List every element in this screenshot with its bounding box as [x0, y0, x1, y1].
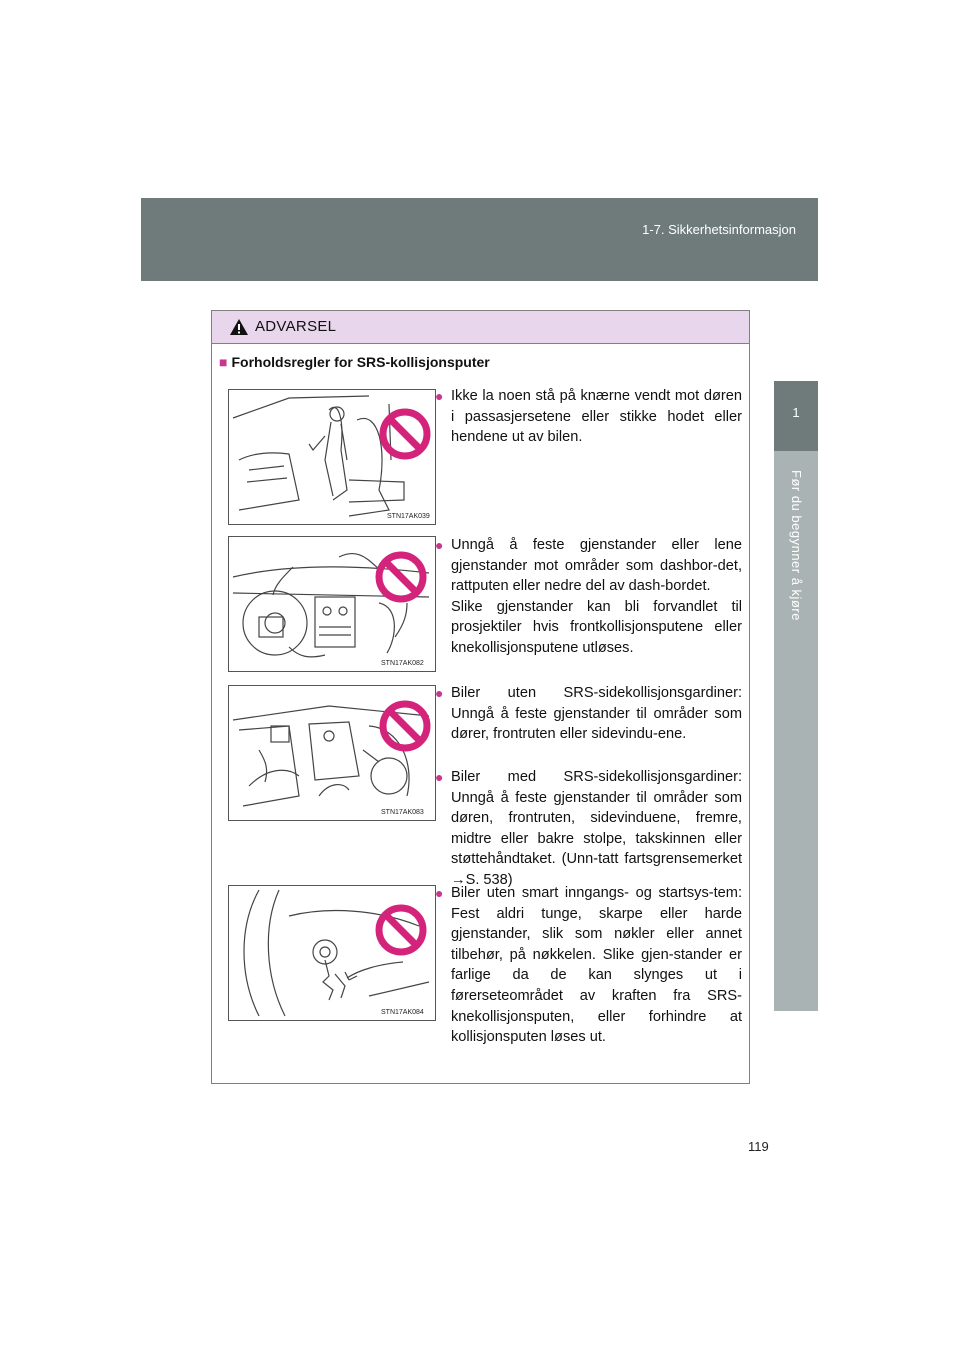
circle-bullet-icon: ●: [435, 685, 444, 701]
prohibit-icon: [379, 908, 423, 952]
ignition-key-drawing: [229, 886, 435, 1020]
illustration-cabin-overview: [228, 685, 436, 821]
warning-item: [435, 767, 742, 891]
warning-item: [435, 883, 742, 1048]
illustration-ignition-key: [228, 885, 436, 1021]
subheading-text: Forholdsregler for SRS-kollisjonsputer: [231, 354, 490, 370]
cabin-overview-drawing: [229, 686, 435, 820]
circle-bullet-icon: ●: [435, 537, 444, 553]
header-band: [141, 198, 818, 281]
warning-header: [212, 311, 749, 344]
warning-item-text-2: Slike gjenstander kan bli forvandlet til prosjektiler hvis frontkollisjonsputene eller knekollisjonsputene utløses.: [451, 598, 742, 656]
warning-item: [435, 535, 742, 659]
warning-icon: [229, 318, 249, 336]
passenger-kneeling-drawing: [229, 390, 435, 524]
illustration-code: STN17AK083: [381, 809, 424, 816]
warning-item-text: Unngå å feste gjenstander eller lene gjenstander mot områder som dashbor-det, rattputen eller nedre del av dash-bordet.: [451, 537, 742, 595]
warning-item: [435, 683, 742, 745]
warning-item-text: Biler uten smart inngangs- og startsys-tem: Fest aldri tunge, skarpe eller harde gjenstander, slik som nøkler eller annet tilbehør, på nøkkelen. Slike gjen-stander er farlige da de kan slynges ut i førerseteområdet av kraften fra SRS-knekollisjonsputen, eller forhindre at kollisjonsputen løses ut.: [451, 885, 742, 1046]
warning-title: ADVARSEL: [255, 318, 337, 335]
illustration-code: STN17AK084: [381, 1009, 424, 1016]
warning-item-text: Biler med SRS-sidekollisjonsgardiner: Unngå å feste gjenstander til områder som døren, frontruten, sidevinduene, fremre, midtre eller bakre stolpe, takskinnen eller støttehåndtaket. (Unn-tatt fartsgrensemerket: [451, 769, 742, 868]
circle-bullet-icon: ●: [435, 388, 444, 404]
illustration-code: STN17AK039: [387, 513, 430, 520]
circle-bullet-icon: ●: [435, 885, 444, 901]
chapter-tab: [774, 381, 818, 451]
chapter-number: 1: [792, 405, 800, 420]
dashboard-drawing: [229, 537, 435, 671]
circle-bullet-icon: ●: [435, 769, 444, 785]
warning-item: [435, 386, 742, 448]
section-label: 1-7. Sikkerhetsinformasjon: [642, 222, 796, 237]
illustration-passenger-kneeling: [228, 389, 436, 525]
warning-item-text: Biler uten SRS-sidekollisjonsgardiner: Unngå å feste gjenstander til områder som dører, frontruten eller sidevindu-ene.: [451, 685, 742, 743]
chapter-title: Før du begynner å kjøre: [789, 470, 804, 621]
page-reference: →S. 538): [451, 871, 513, 888]
warning-box: [211, 310, 750, 1084]
illustration-dashboard: [228, 536, 436, 672]
illustration-code: STN17AK082: [381, 660, 424, 667]
square-bullet-icon: ■: [219, 354, 228, 370]
page-number: 119: [748, 1139, 769, 1154]
subheading: [219, 354, 490, 370]
prohibit-icon: [379, 555, 423, 599]
prohibit-icon: [383, 704, 427, 748]
warning-item-text: Ikke la noen stå på knærne vendt mot døren i passasjersetene eller stikke hodet eller hendene ut av bilen.: [451, 388, 742, 446]
